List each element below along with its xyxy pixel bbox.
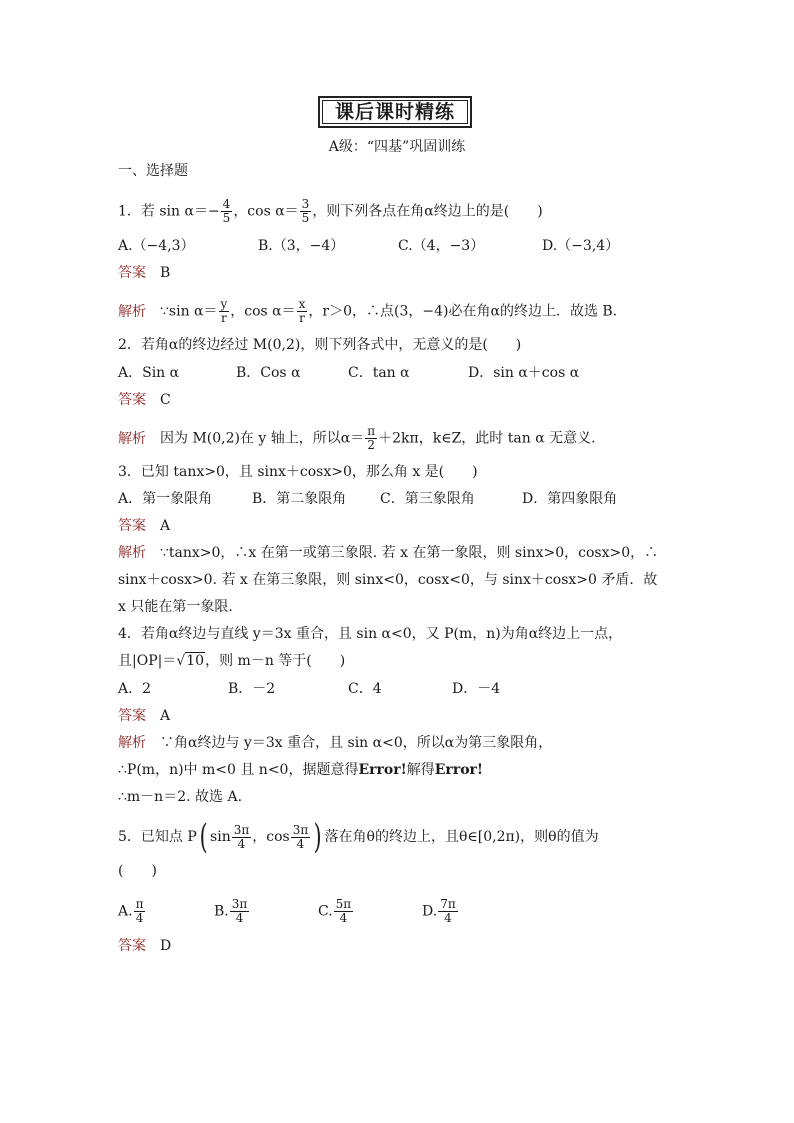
right-paren: ) <box>313 817 322 857</box>
question-5-answer: 答案 D <box>118 938 172 954</box>
question-4-stem-line-2: 且|OP|＝√10，则 m－n 等于( ) <box>118 653 346 669</box>
answer-label: 答案 <box>118 392 146 408</box>
fraction: $\frac{3\pi}{4}$ <box>231 897 248 925</box>
question-5-blank: ( ) <box>118 863 157 879</box>
question-4-analysis-line-2: ∴P(m，n)中 m<0 且 n<0，据题意得Error!解得Error! <box>118 762 484 778</box>
question-2-answer: 答案 C <box>118 392 171 408</box>
fraction: $\frac{4}{5}$ <box>222 197 231 225</box>
option-b: B. $\frac{3\pi}{4}$ <box>214 897 248 925</box>
option-c: C. $\frac{5\pi}{4}$ <box>318 897 352 925</box>
option-d: D．sin α＋cos α <box>468 365 580 381</box>
fraction: $\frac{\pi}{2}$ <box>367 424 376 452</box>
fraction: $\frac{7\pi}{4}$ <box>440 897 456 925</box>
option-b: B.（3，−4） <box>258 238 345 254</box>
fraction: $\frac{3\pi}{4}$ <box>233 822 250 851</box>
option-b: B．第二象限角 <box>252 491 347 507</box>
question-1-analysis: 解析 ∵sin α＝ $\frac{y}{r}$ ，cos α＝ $\frac{x}{r}$ ，r＞0，∴点(3，−4)必在角α的终边上．故选 B. <box>118 297 618 325</box>
question-4-analysis-line-3: ∴m－n＝2. 故选 A. <box>118 789 243 805</box>
question-3-answer: 答案 A <box>118 518 171 534</box>
fraction: $\frac{3}{5}$ <box>301 197 310 225</box>
page-title: 课后课时精练 <box>318 96 472 128</box>
option-d: D．第四象限角 <box>522 491 618 507</box>
question-3-analysis-line-3: x 只能在第一象限. <box>118 599 233 615</box>
section-heading: 一、选择题 <box>118 163 188 179</box>
option-a: A．2 <box>118 681 152 697</box>
answer-label: 答案 <box>118 938 146 954</box>
sqrt-radicand: 10 <box>186 653 205 669</box>
option-c: C．tan α <box>348 365 410 381</box>
analysis-label: 解析 <box>118 545 146 561</box>
option-a: A．第一象限角 <box>118 491 213 507</box>
option-a: A.（−4,3） <box>118 238 195 254</box>
question-2-analysis: 解析 因为 M(0,2)在 y 轴上，所以α＝ $\frac{\pi}{2}$ ＋2kπ，k∈Z，此时 tan α 无意义. <box>118 424 596 452</box>
fraction: $\frac{y}{r}$ <box>220 297 228 325</box>
error-text: Error! <box>434 762 484 778</box>
option-d: D．－4 <box>452 681 501 697</box>
option-a: A. $\frac{\pi}{4}$ <box>118 897 144 925</box>
option-d: D. $\frac{7\pi}{4}$ <box>422 897 456 925</box>
question-5-options <box>118 898 459 925</box>
subtitle: A级：“四基”巩固训练 <box>328 139 466 155</box>
question-1-options <box>118 237 619 255</box>
option-b: B．Cos α <box>236 365 301 381</box>
question-4-answer: 答案 A <box>118 708 171 724</box>
fraction: $\frac{x}{r}$ <box>298 297 306 325</box>
answer-label: 答案 <box>118 265 146 281</box>
fraction: $\frac{5\pi}{4}$ <box>335 897 352 925</box>
answer-label: 答案 <box>118 708 146 724</box>
option-b: B．－2 <box>228 681 276 697</box>
question-4-options <box>118 680 500 698</box>
analysis-label: 解析 <box>118 430 146 447</box>
question-3-analysis-line-2: sinx＋cosx>0. 若 x 在第三象限，则 sinx<0，cosx<0，与 sinx＋cosx>0 矛盾．故 <box>118 572 658 588</box>
option-c: C.（4，−3） <box>398 238 485 254</box>
question-3-options <box>118 490 617 508</box>
fraction: $\frac{3\pi}{4}$ <box>292 822 309 851</box>
question-2-stem: 2．若角α的终边经过 M(0,2)，则下列各式中，无意义的是( ) <box>118 337 522 353</box>
question-3-stem: 3．已知 tanx>0，且 sinx＋cosx>0，那么角 x 是( ) <box>118 464 478 480</box>
question-5-stem: 5．已知点 P( sin $\frac{3\pi}{4}$ ，cos $\frac{3\pi}{4}$ ) 落在角θ的终边上，且θ∈[0,2π)，则θ的值为 <box>118 817 599 857</box>
question-1-stem: 1．若 sin α＝− $\frac{4}{5}$ ，cos α＝ $\frac{3}{5}$ ，则下列各点在角α终边上的是( ) <box>118 197 543 225</box>
answer-label: 答案 <box>118 518 146 534</box>
option-c: C．4 <box>348 681 382 697</box>
analysis-label: 解析 <box>118 303 146 320</box>
question-4-analysis-line-1: 解析 ∵角α终边与 y＝3x 重合，且 sin α<0，所以α为第三象限角， <box>118 735 553 751</box>
option-c: C．第三象限角 <box>380 491 475 507</box>
question-3-analysis-line-1: 解析 ∵tanx>0，∴x 在第一或第三象限. 若 x 在第一象限，则 sinx>0，cosx>0，∴ <box>118 545 659 561</box>
error-text: Error! <box>358 762 407 778</box>
option-d: D.（−3,4） <box>542 238 620 254</box>
question-2-options <box>118 364 579 382</box>
analysis-label: 解析 <box>118 735 146 751</box>
question-1-answer: 答案 B <box>118 265 171 281</box>
question-4-stem-line-1: 4．若角α终边与直线 y＝3x 重合，且 sin α<0，又 P(m，n)为角α终边上一点， <box>118 626 623 642</box>
fraction: $\frac{\pi}{4}$ <box>135 897 144 925</box>
left-paren: ( <box>199 817 208 857</box>
option-a: A．Sin α <box>118 365 180 381</box>
